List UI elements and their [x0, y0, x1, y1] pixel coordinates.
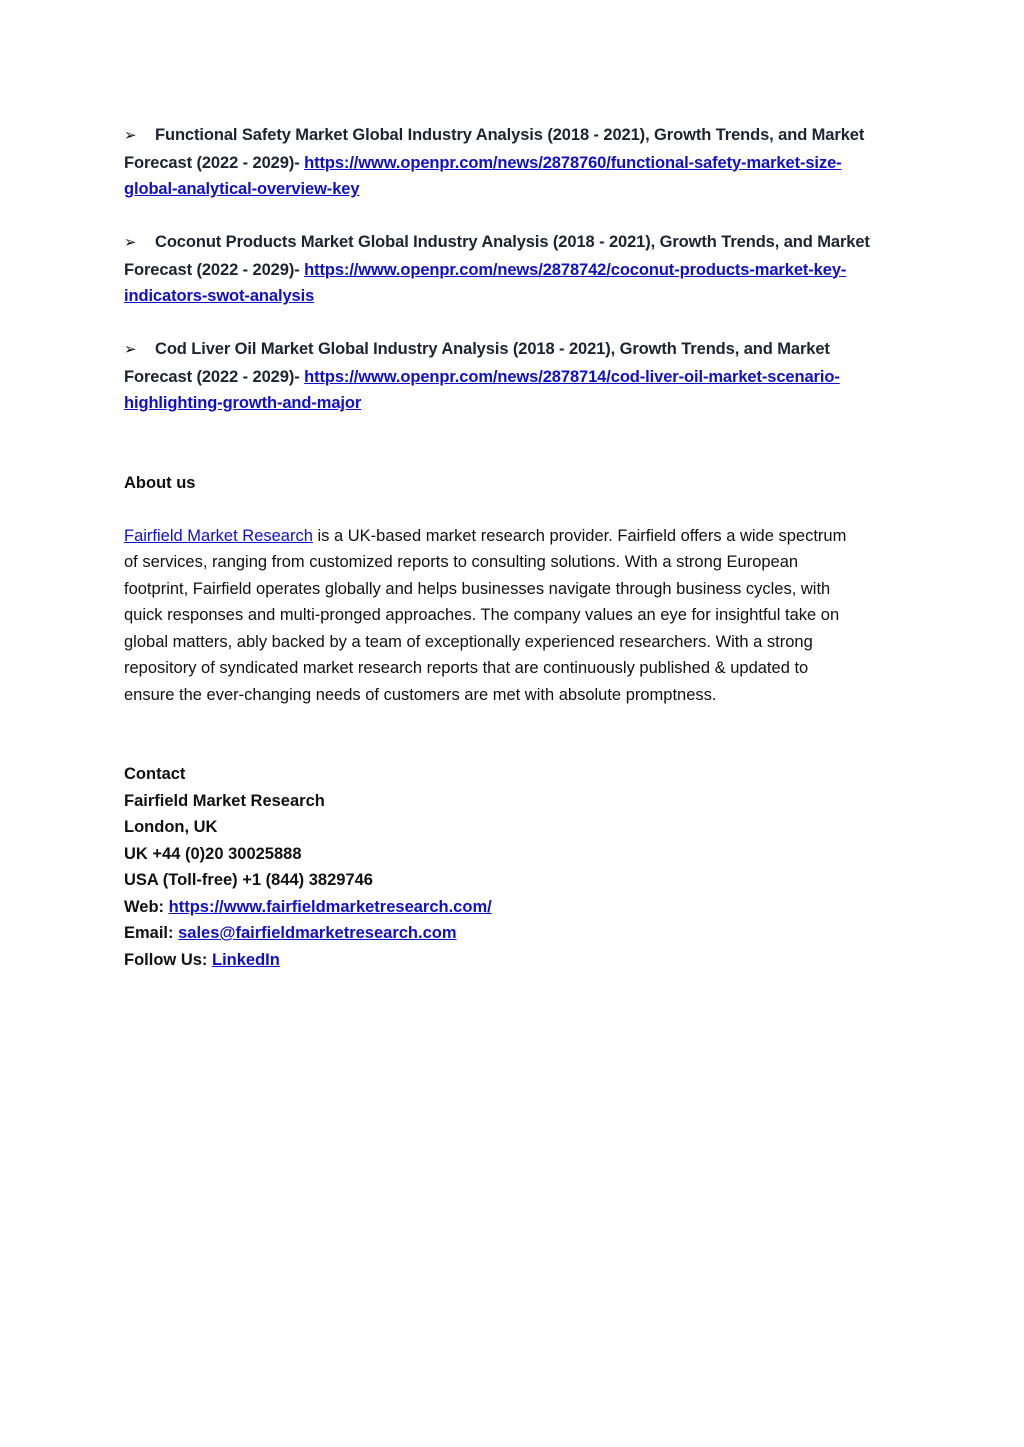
web-label: Web:: [124, 897, 169, 916]
contact-company: Fairfield Market Research: [124, 791, 325, 810]
about-heading: About us: [124, 473, 196, 492]
report-list-item: [124, 336, 894, 417]
contact-email-row: [124, 920, 894, 947]
follow-label: Follow Us:: [124, 950, 212, 969]
report-title-line: Coconut Products Market Global Industry Analysis (2018 - 2021), Growth Trends, and Market: [155, 233, 870, 251]
document-page: [124, 122, 894, 973]
arrow-bullet-icon: ➢: [124, 127, 137, 144]
contact-heading: Contact: [124, 765, 186, 783]
report-link-continued[interactable]: highlighting-growth-and-major: [124, 394, 362, 412]
about-line: quick responses and multi-pronged approaches. The company values an eye for insightful take on: [124, 606, 840, 624]
report-title-line: Cod Liver Oil Market Global Industry Analysis (2018 - 2021), Growth Trends, and Market: [155, 340, 830, 358]
report-title-line: Functional Safety Market Global Industry Analysis (2018 - 2021), Growth Trends, and Market: [155, 126, 865, 144]
report-link-continued[interactable]: indicators-swot-analysis: [124, 287, 315, 305]
email-label: Email:: [124, 924, 179, 942]
contact-web-row: [124, 894, 894, 921]
report-title-forecast: Forecast (2022 - 2029)-: [124, 153, 305, 172]
report-link-continued[interactable]: global-analytical-overview-key: [124, 180, 360, 198]
contact-block: [124, 761, 894, 973]
linkedin-link[interactable]: LinkedIn: [212, 950, 280, 969]
report-title-forecast: Forecast (2022 - 2029)-: [124, 260, 305, 279]
about-paragraph: [124, 523, 894, 709]
report-link[interactable]: https://www.openpr.com/news/2878760/functional-safety-market-size-: [304, 153, 842, 172]
about-line: is a UK-based market research provider. Fairfield offers a wide spectrum: [312, 526, 847, 545]
email-link[interactable]: sales@fairfieldmarketresearch.com: [178, 924, 457, 942]
report-list-item: [124, 122, 894, 203]
about-line: footprint, Fairfield operates globally and helps businesses navigate through business cycles, with: [124, 579, 831, 598]
company-link[interactable]: Fairfield Market Research: [124, 526, 313, 545]
contact-uk-phone: UK +44 (0)20 30025888: [124, 844, 302, 863]
arrow-bullet-icon: ➢: [124, 234, 137, 251]
report-title-forecast: Forecast (2022 - 2029)-: [124, 367, 305, 386]
report-link[interactable]: https://www.openpr.com/news/2878714/cod-liver-oil-market-scenario-: [304, 367, 840, 386]
about-line: repository of syndicated market research reports that are continuously published & updated to: [124, 659, 809, 677]
report-list-item: [124, 229, 894, 310]
about-line: of services, ranging from customized reports to consulting solutions. With a strong European: [124, 553, 799, 571]
report-link[interactable]: https://www.openpr.com/news/2878742/coconut-products-market-key-: [304, 260, 847, 279]
contact-follow-row: [124, 947, 894, 974]
contact-location: London, UK: [124, 818, 218, 836]
about-line: global matters, ably backed by a team of exceptionally experienced researchers. With a strong: [124, 632, 813, 651]
arrow-bullet-icon: ➢: [124, 341, 137, 358]
about-line: ensure the ever-changing needs of customers are met with absolute promptness.: [124, 685, 717, 704]
contact-usa-phone: USA (Toll-free) +1 (844) 3829746: [124, 871, 373, 889]
website-link[interactable]: https://www.fairfieldmarketresearch.com/: [168, 897, 492, 916]
